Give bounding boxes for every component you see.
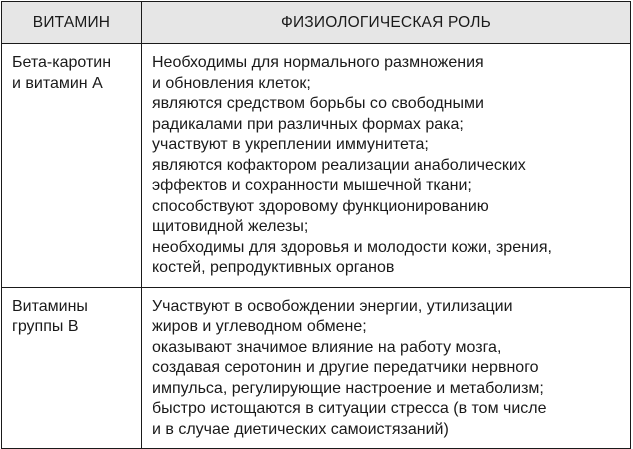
vitamin-name-line: и витамин А xyxy=(12,74,103,92)
role-line: щитовидной железы; xyxy=(152,218,309,235)
role-line: Необходимы для нормального размножения xyxy=(152,54,484,71)
role-line: являются средством борьбы со свободными xyxy=(152,95,484,112)
table-row xyxy=(2,44,631,288)
role-line: и в случае диетических самоистязаний) xyxy=(152,420,449,438)
role-line: создавая серотонин и другие передатчики нервного xyxy=(152,359,539,376)
role-line: эффектов и сохранности мышечной ткани; xyxy=(152,177,472,194)
table-row xyxy=(2,287,631,449)
role-line: способствуют здоровому функционированию xyxy=(152,197,489,215)
vitamin-cell xyxy=(2,44,142,288)
vitamin-name-line: Витамины xyxy=(12,297,88,315)
header-role: ФИЗИОЛОГИЧЕСКАЯ РОЛЬ xyxy=(142,2,631,44)
role-line: быстро истощаются в ситуации стресса (в том числе xyxy=(152,400,547,417)
role-cell xyxy=(142,44,631,288)
role-line: радикалами при различных формах рака; xyxy=(152,115,464,133)
role-line: и обновления клеток; xyxy=(152,74,311,92)
role-line: костей, репродуктивных органов xyxy=(152,259,395,276)
vitamin-name-line: группы В xyxy=(12,318,79,335)
role-line: Участвуют в освобождении энергии, утилизации xyxy=(152,297,513,315)
role-cell xyxy=(142,287,631,449)
vitamin-name-line: Бета-каротин xyxy=(12,54,112,71)
role-line: являются кофактором реализации анаболических xyxy=(152,156,526,174)
role-line: оказывают значимое влияние на работу мозга, xyxy=(152,338,502,356)
header-row xyxy=(2,2,631,44)
vitamin-table xyxy=(1,1,631,449)
role-line: жиров и углеводном обмене; xyxy=(152,318,367,335)
role-line: необходимы для здоровья и молодости кожи, зрения, xyxy=(152,238,552,256)
role-line: участвуют в укреплении иммунитета; xyxy=(152,136,429,153)
header-vitamin: ВИТАМИН xyxy=(2,2,142,44)
role-line: импульса, регулирующие настроение и метаболизм; xyxy=(152,379,544,397)
vitamin-cell xyxy=(2,287,142,449)
